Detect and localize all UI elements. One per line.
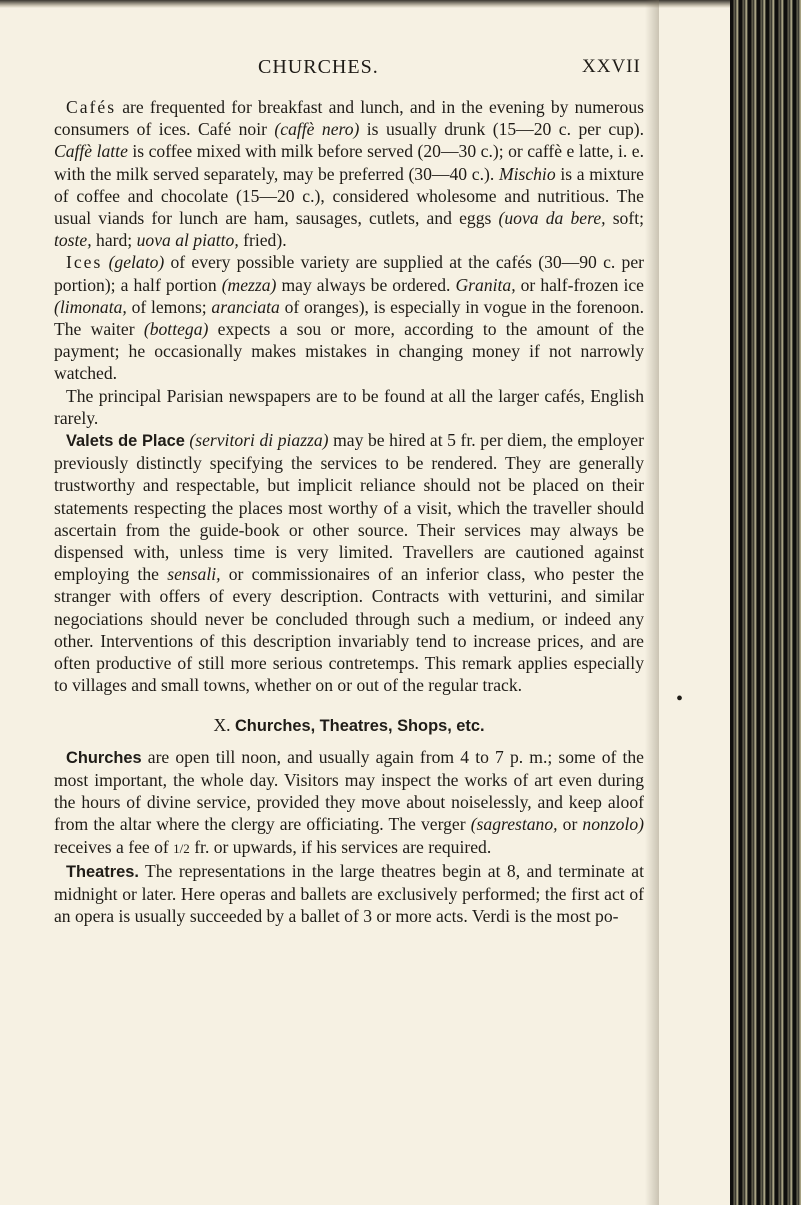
term-sagrestano: (sagrestano, [470,814,558,835]
cafes-text-3: is coffee mixed with milk before served (20—30 c.); or caffè e latte, i. e. with the milk served separately, may be preferred (30—40 c.). [54,141,644,184]
cafes-lead: Cafés [66,97,117,117]
margin-mark: • [676,688,684,710]
theatres-lead: Theatres. [66,862,139,881]
body-text [54,96,644,927]
ices-text-5: of oranges), is especially in vogue in the forenoon. The waiter [54,296,644,340]
section-heading [54,714,644,737]
term-toste: toste, [54,230,92,251]
churches-text-3: receives a fee of [54,836,174,857]
running-title: CHURCHES. [258,56,379,78]
fee-fraction: 1/2 [173,840,190,856]
term-uova-da-bere: (uova da bere, [498,208,606,229]
ices-text-2: may always be ordered. [276,274,456,295]
term-bottega: (bottega) [143,319,209,340]
valets-text-2: or commissionaires of an inferior class, who pester the stranger with offers of every description. Contracts with vetturini, and similar negociations should never be concluded through such a medium, or indeed any other. Interventions of this description invariably tend to increase prices, and are often productive of still more serious contretemps. This remark applies especially to villages and small towns, whether on or out of the regular track. [54,564,644,696]
cafes-text-7: fried). [238,230,287,251]
paragraph-ices [54,251,644,384]
term-aranciata: aranciata [211,296,280,317]
paragraph-theatres [54,860,644,928]
section-title: Churches, Theatres, Shops, etc. [234,717,485,736]
term-mezza: (mezza) [221,274,277,295]
cafes-text-6: hard; [91,230,137,251]
paragraph-valets [54,429,644,696]
term-servitori: (servitori di piazza) [189,430,329,451]
paragraph-cafes [54,96,644,251]
gutter-shadow [645,0,659,1205]
cafes-text-5: soft; [605,208,644,229]
valets-text-1: may be hired at 5 fr. per diem, the employer previously distinctly specifying the services to be rendered. They are generally trustworthy and respectable, but implicit reliance should not be placed on their statements respecting the places most worthy of a visit, which the traveller should ascertain from the guide-book or other source. Their services may always be dispensed with, unless time is very limited. Travellers are cautioned against employing the [54,430,644,585]
ices-text-3: or half-frozen ice [515,274,644,295]
term-gelato: (gelato) [108,252,165,273]
paragraph-newspapers: The principal Parisian newspapers are to be found at all the larger cafés, English rarely. [54,385,644,428]
churches-text-4: fr. or upwards, if his services are required. [189,836,492,857]
term-granita: Granita, [455,274,516,295]
page-number: XXVII [582,56,641,77]
theatres-text-1: The representations in the large theatres begin at 8, and terminate at midnight or later. Here operas and ballets are exclusively performed; the first act of an opera is usually succeeded by a ballet of 3 or more acts. Verdi is the most po- [54,860,644,927]
cafes-text-4: is a mixture of coffee and chocolate (15—20 c.), considered wholesome and nutritious. The usual viands for lunch are ham, sausages, cutlets, and eggs [54,163,644,229]
term-caffe-nero: (caffè nero) [274,119,360,140]
ices-lead: Ices [66,252,103,273]
cafes-text-1: are frequented for breakfast and lunch, and in the evening by numerous consumers of ices. Café noir [54,97,644,140]
term-limonata: (limonata, [54,296,127,317]
churches-text-1: are open till noon, and usually again from 4 to 7 p. m.; some of the most important, the whole day. Visitors may inspect the works of art even during the hours of divine service, provided they move about noiselessly, and keep aloof from the altar where the clergy are officiating. The verger [54,746,644,835]
ices-text-1: of every possible variety are supplied at the cafés (30—90 c. per portion); a half portion [54,252,644,295]
valets-lead: Valets de Place [66,432,185,451]
book-spine-edge [730,0,801,1205]
page-top-edge [0,0,730,8]
section-number: X. [213,715,231,736]
churches-text-2: or [557,814,583,835]
ices-text-4: of lemons; [126,296,212,317]
term-mischio: Mischio [498,163,556,184]
term-uova-al-piatto: uova al piatto, [136,230,239,251]
term-caffe-latte: Caffè latte [54,141,128,162]
churches-lead: Churches [66,748,142,767]
term-nonzolo: nonzolo) [582,814,644,835]
page-header [0,56,730,86]
ices-text-6: expects a sou or more, according to the amount of the payment; he occasionally makes mistakes in changing money if not narrowly watched. [54,319,644,384]
term-sensali: sensali, [167,564,221,585]
paragraph-churches [54,746,644,860]
cafes-text-2: is usually drunk (15—20 c. per cup). [359,119,645,140]
